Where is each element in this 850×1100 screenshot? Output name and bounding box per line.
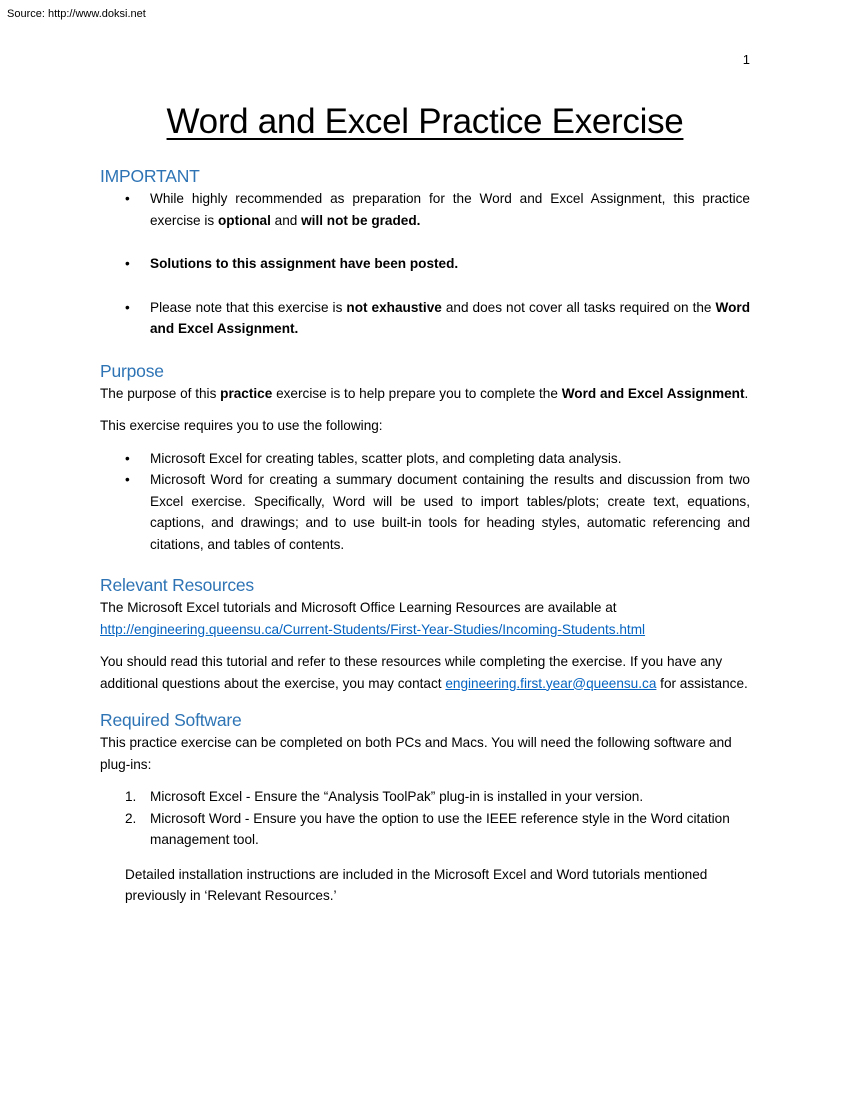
- page-number: 1: [742, 52, 750, 67]
- heading-resources: Relevant Resources: [100, 575, 254, 595]
- important-bullet-1: • While highly recommended as preparation for the Word and Excel Assignment, this practice exercise is optional and will not be graded.: [100, 188, 750, 231]
- heading-important: IMPORTANT: [100, 166, 200, 186]
- software-item-excel: 1. Microsoft Excel - Ensure the “Analysis ToolPak” plug-in is installed in your version.: [125, 789, 644, 804]
- source-note: Source: http://www.doksi.net: [7, 8, 146, 20]
- software-item-word: 2. Microsoft Word - Ensure you have the option to use the IEEE reference style in the Word citation management tool.: [125, 810, 730, 847]
- important-list: [100, 188, 750, 340]
- resources-link-line: [100, 619, 750, 641]
- resources-contact-paragraph: You should read this tutorial and refer to these resources while completing the exercise. If you have any additional questions about the exercise, you may contact engineering.first.year@queensu.ca for assistance.: [100, 654, 748, 691]
- email-link[interactable]: engineering.first.year@queensu.ca: [445, 675, 657, 691]
- purpose-list: [100, 448, 750, 556]
- purpose-bullet-word: • Microsoft Word for creating a summary document containing the results and discussion from two Excel exercise. Specifically, Word will be used to import tables/plots; create text, equations, captions, and drawings; and to use built-in tools for heading styles, automatic referencing and citations, and tables of contents.: [100, 469, 750, 555]
- resources-paragraph: The Microsoft Excel tutorials and Microsoft Office Learning Resources are available at: [100, 600, 617, 615]
- document-body: [100, 100, 750, 907]
- software-paragraph: This practice exercise can be completed on both PCs and Macs. You will need the following software and plug-ins:: [100, 735, 732, 772]
- software-list: [100, 786, 750, 851]
- purpose-intro: This exercise requires you to use the following:: [100, 418, 383, 433]
- resources-link[interactable]: http://engineering.queensu.ca/Current-Students/First-Year-Studies/Incoming-Students.html: [100, 621, 646, 637]
- heading-purpose: Purpose: [100, 360, 164, 381]
- software-note: Detailed installation instructions are included in the Microsoft Excel and Word tutorials mentioned previously in ‘Relevant Resources.’: [125, 866, 708, 903]
- important-bullet-2: • Solutions to this assignment have been posted.: [100, 253, 750, 275]
- purpose-paragraph: The purpose of this practice exercise is to help prepare you to complete the Word and Excel Assignment.: [100, 385, 749, 401]
- heading-software: Required Software: [100, 710, 242, 730]
- important-bullet-3: • Please note that this exercise is not exhaustive and does not cover all tasks required on the Word and Excel Assignment.: [100, 297, 750, 340]
- document-title: Word and Excel Practice Exercise: [166, 102, 684, 141]
- purpose-bullet-excel: • Microsoft Excel for creating tables, scatter plots, and completing data analysis.: [100, 448, 750, 470]
